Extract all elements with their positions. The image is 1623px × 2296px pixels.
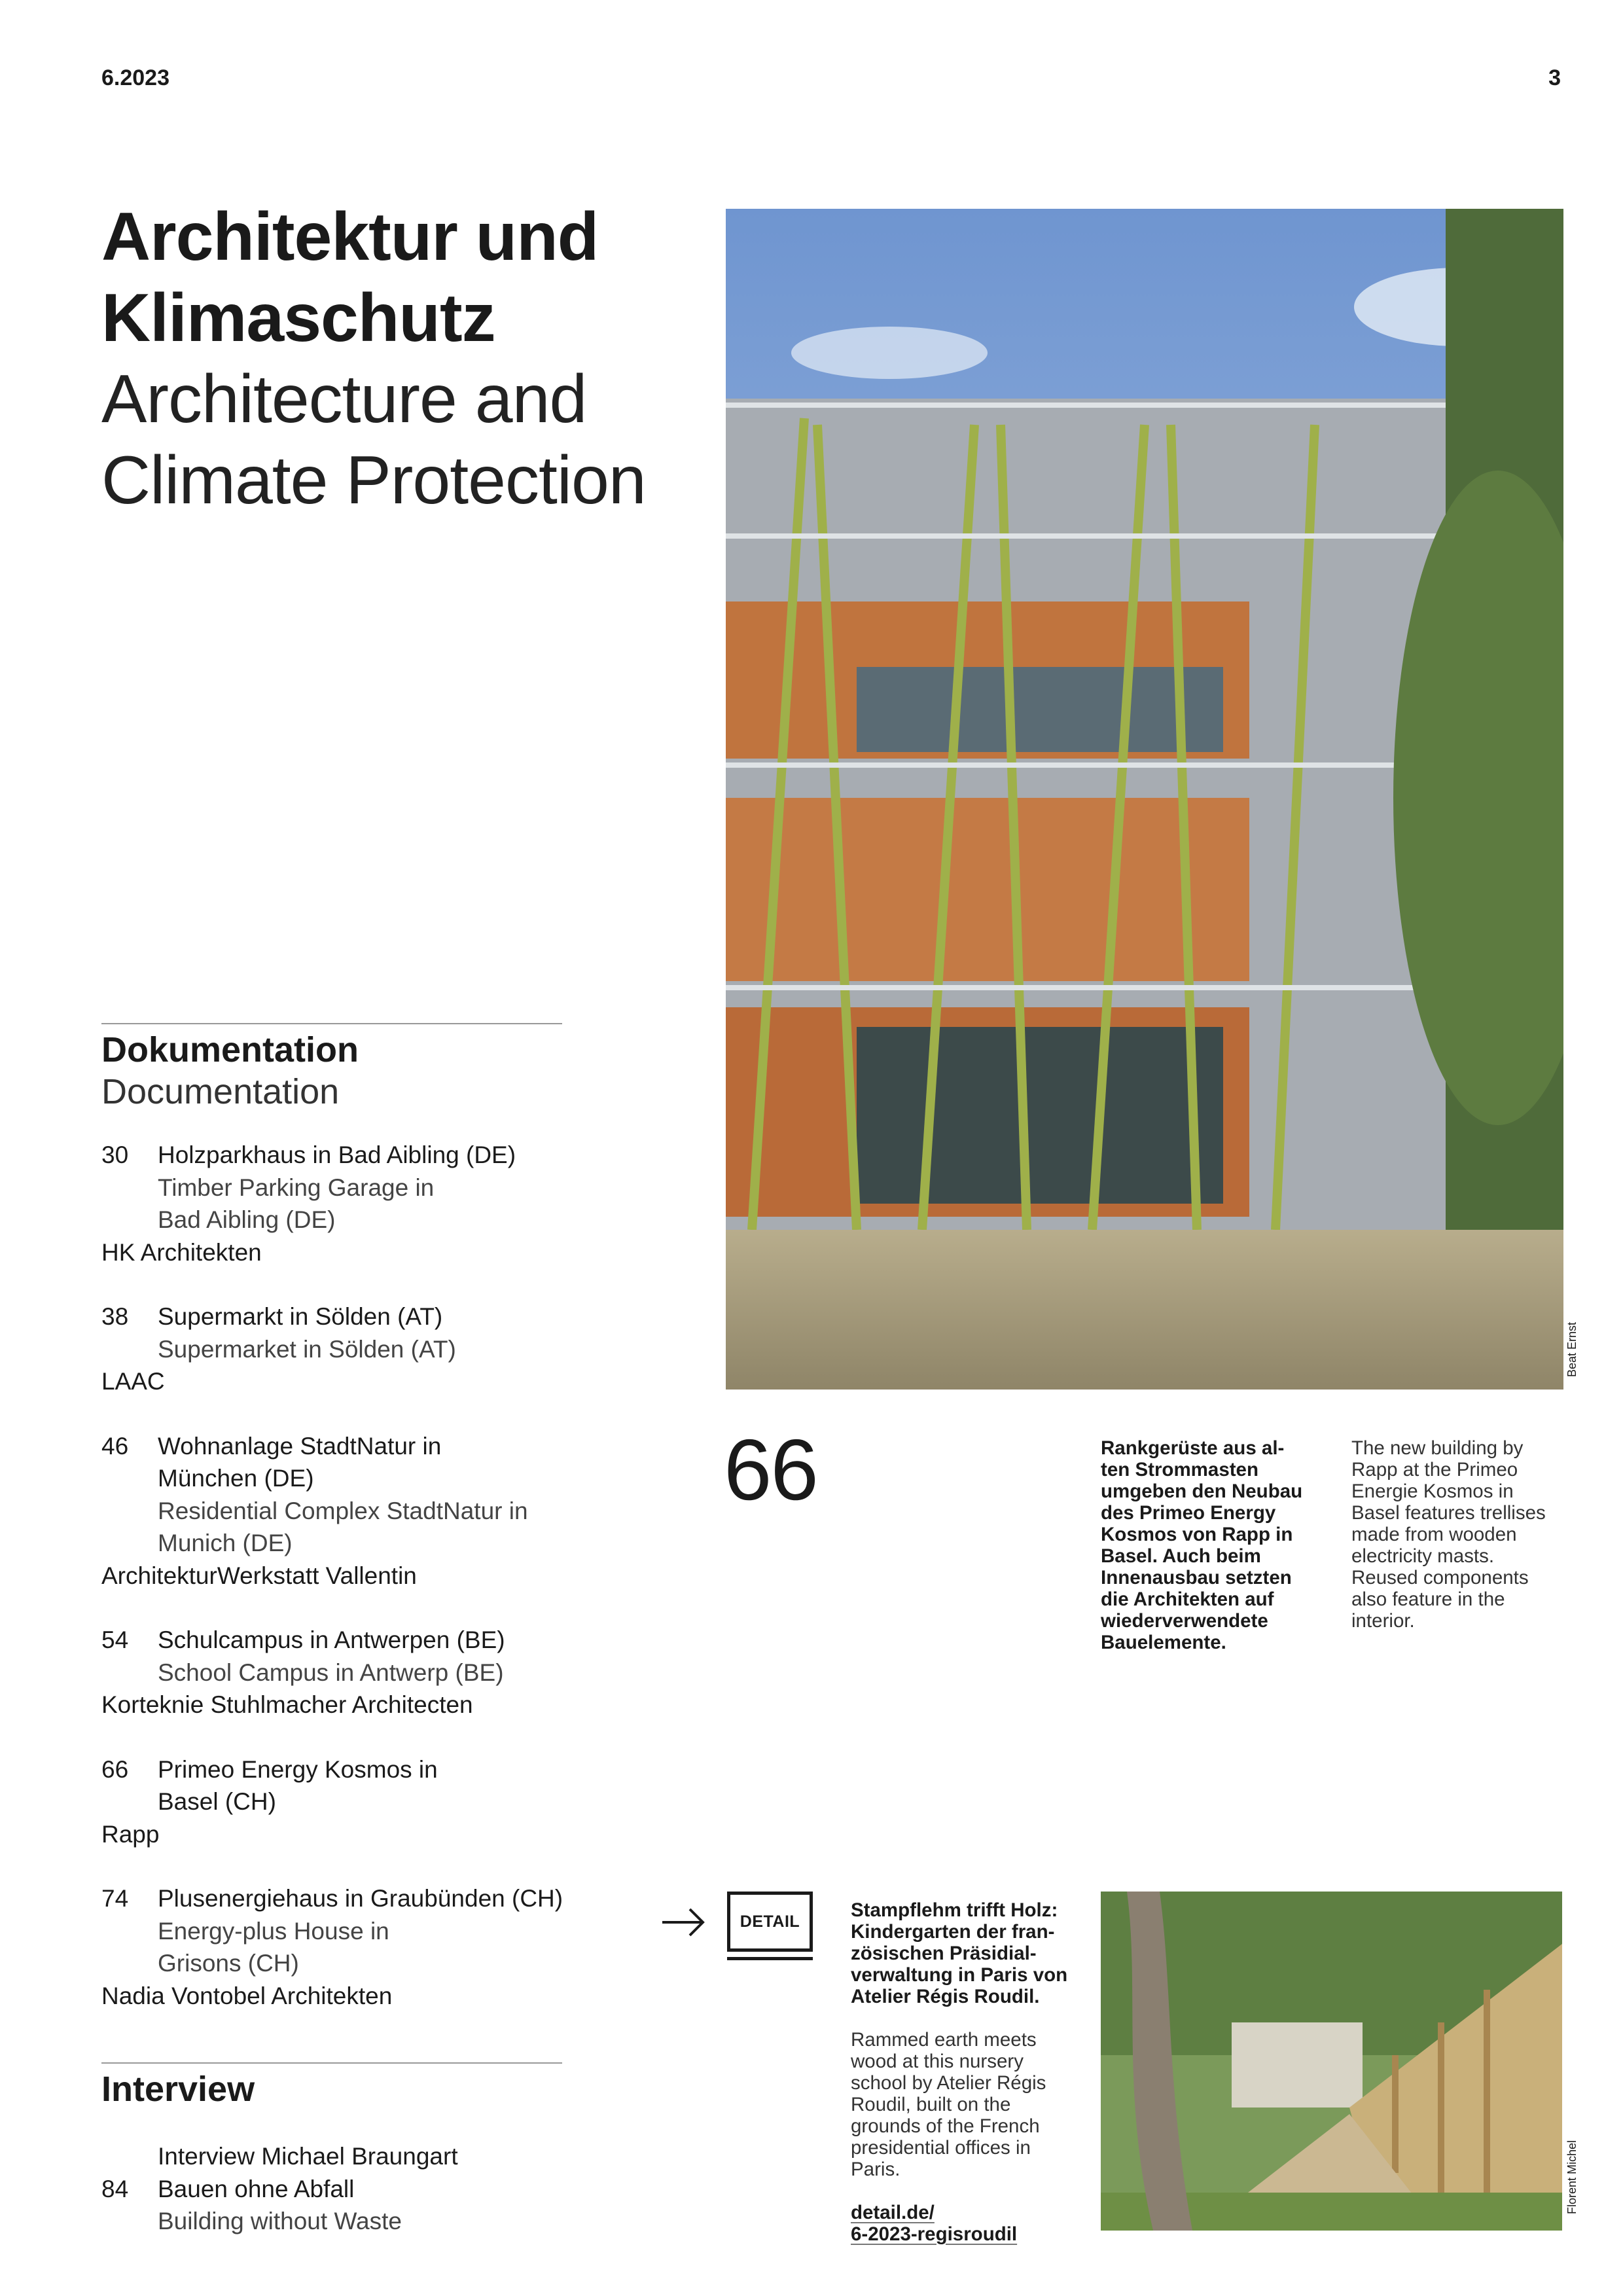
- toc-item[interactable]: [101, 1882, 599, 2012]
- architect-name: Korteknie Stuhlmacher Architecten: [101, 1691, 473, 1718]
- link-line-1[interactable]: detail.de/: [851, 2202, 935, 2223]
- page-number: 38: [101, 1303, 129, 1330]
- page-number: 46: [101, 1432, 129, 1460]
- title-en-1: Architecture and: [101, 361, 587, 437]
- project-title-de: Basel (CH): [158, 1788, 276, 1815]
- caption-line: Reused components: [1351, 1567, 1529, 1588]
- detail-title-line: Stampflehm trifft Holz:: [851, 1899, 1058, 1921]
- caption-line: Rankgerüste aus al-: [1101, 1437, 1285, 1459]
- kindergarten-photo: [1101, 1892, 1562, 2231]
- detail-teaser: [851, 1899, 1086, 2245]
- caption-line: des Primeo Energy: [1101, 1502, 1276, 1524]
- caption-de: [1101, 1437, 1323, 1653]
- detail-link[interactable]: [851, 2202, 1086, 2245]
- divider: [101, 1023, 562, 1024]
- title-de-2: Klimaschutz: [101, 280, 495, 356]
- toc-row-de: [101, 1785, 599, 1818]
- project-title-de: Wohnanlage StadtNatur in: [158, 1432, 442, 1460]
- architect-name: LAAC: [101, 1368, 165, 1395]
- caption-line: Kosmos von Rapp in: [1101, 1524, 1293, 1545]
- page-number: 74: [101, 1885, 129, 1912]
- caption-line: electricity masts.: [1351, 1545, 1495, 1567]
- project-title-de: Holzparkhaus in Bad Aibling (DE): [158, 1141, 516, 1168]
- architect-name: HK Architekten: [101, 1238, 262, 1266]
- documentation-heading: [101, 1029, 359, 1113]
- toc-row-de: [101, 1430, 599, 1463]
- project-title-de: Schulcampus in Antwerpen (BE): [158, 1626, 505, 1653]
- feature-page-number: 66: [724, 1422, 817, 1518]
- project-title-de: Primeo Energy Kosmos in: [158, 1755, 438, 1783]
- project-title-en: Grisons (CH): [158, 1950, 299, 1977]
- toc-row-de: [101, 1882, 599, 1915]
- photo-credit: Florent Michel: [1565, 2140, 1578, 2215]
- detail-title-line: verwaltung in Paris von: [851, 1964, 1068, 1986]
- project-title-en: Supermarket in Sölden (AT): [158, 1335, 456, 1363]
- title-de-1: Architektur und: [101, 199, 599, 275]
- architect-name: ArchitekturWerkstatt Vallentin: [101, 1562, 417, 1589]
- toc-row-de: [101, 1139, 599, 1172]
- toc-item[interactable]: [101, 1430, 599, 1592]
- page-number: 30: [101, 1141, 129, 1168]
- detail-text-line: presidential offices in: [851, 2137, 1031, 2159]
- page-number: [101, 1785, 158, 1818]
- project-title-de: Plusenergiehaus in Graubünden (CH): [158, 1885, 563, 1912]
- title-en-2: Climate Protection: [101, 442, 646, 518]
- interview-heading: [101, 2068, 255, 2110]
- link-line-2[interactable]: 6-2023-regisroudil: [851, 2223, 1018, 2245]
- caption-line: interior.: [1351, 1610, 1415, 1632]
- interview-de: Bauen ohne Abfall: [158, 2175, 355, 2202]
- detail-text-line: Rammed earth meets: [851, 2029, 1037, 2051]
- caption-line: wiederverwendete: [1101, 1610, 1268, 1632]
- project-title-en: Residential Complex StadtNatur in: [158, 1497, 528, 1524]
- caption-en: [1351, 1437, 1574, 1632]
- project-title-en: Bad Aibling (DE): [158, 1206, 336, 1233]
- toc-row-de: [101, 1753, 599, 1786]
- interview-en: Building without Waste: [158, 2208, 402, 2234]
- interview-entry[interactable]: [101, 2140, 599, 2238]
- detail-text-en: [851, 2029, 1086, 2180]
- page-title: [101, 196, 646, 521]
- caption-line: Innenausbau setzten: [1101, 1567, 1292, 1588]
- divider: [101, 2062, 562, 2064]
- issue-number: 6.2023: [101, 65, 169, 90]
- project-title-en: School Campus in Antwerp (BE): [158, 1659, 504, 1686]
- detail-title-line: zösischen Präsidial-: [851, 1943, 1037, 1964]
- detail-title-de: [851, 1899, 1086, 2007]
- page-number: 54: [101, 1626, 129, 1653]
- photo-credit: Beat Ernst: [1565, 1322, 1578, 1378]
- caption-line: also feature in the: [1351, 1588, 1505, 1610]
- caption-line: Energie Kosmos in: [1351, 1480, 1514, 1502]
- caption-line: Basel. Auch beim: [1101, 1545, 1261, 1567]
- building-photo: [726, 209, 1563, 1390]
- page-number: [101, 1462, 158, 1495]
- caption-line: Basel features trellises: [1351, 1502, 1546, 1524]
- heading-de: Interview: [101, 2070, 255, 2109]
- toc-item[interactable]: [101, 1624, 599, 1721]
- detail-title-line: Kindergarten der fran-: [851, 1921, 1055, 1943]
- detail-text-line: grounds of the French: [851, 2115, 1040, 2137]
- architect-name: Nadia Vontobel Architekten: [101, 1982, 393, 2009]
- toc-row-de: [101, 1624, 599, 1657]
- architect-name: Rapp: [101, 1820, 160, 1848]
- page-number: 3: [1548, 65, 1561, 90]
- caption-line: made from wooden: [1351, 1524, 1517, 1545]
- toc-item[interactable]: [101, 1139, 599, 1268]
- project-title-en: Timber Parking Garage in: [158, 1174, 435, 1201]
- detail-logo: DETAIL: [727, 1892, 813, 1952]
- arrow-right-icon: [661, 1906, 707, 1942]
- caption-line: The new building by: [1351, 1437, 1524, 1459]
- detail-logo-underline: [727, 1957, 813, 1960]
- interview-title: Interview Michael Braungart: [158, 2143, 458, 2170]
- project-title-en: Munich (DE): [158, 1530, 293, 1556]
- project-title-de: München (DE): [158, 1465, 314, 1492]
- heading-en: Documentation: [101, 1072, 340, 1111]
- caption-line: Rapp at the Primeo: [1351, 1459, 1518, 1480]
- heading-de: Dokumentation: [101, 1030, 359, 1069]
- caption-line: Bauelemente.: [1101, 1632, 1226, 1653]
- caption-line: ten Strommasten: [1101, 1459, 1258, 1480]
- caption-line: die Architekten auf: [1101, 1588, 1274, 1610]
- toc-row-de: [101, 1462, 599, 1495]
- caption-line: umgeben den Neubau: [1101, 1480, 1303, 1502]
- toc-item[interactable]: [101, 1300, 599, 1398]
- toc-item[interactable]: [101, 1753, 599, 1851]
- page-number: 66: [101, 1755, 129, 1783]
- detail-title-line: Atelier Régis Roudil.: [851, 1986, 1040, 2007]
- detail-text-line: school by Atelier Régis: [851, 2072, 1046, 2094]
- project-title-de: Supermarkt in Sölden (AT): [158, 1303, 443, 1330]
- page-number: 84: [101, 2175, 129, 2202]
- detail-text-line: Paris.: [851, 2159, 901, 2180]
- detail-text-line: wood at this nursery: [851, 2051, 1024, 2072]
- toc-list: [101, 1139, 599, 2044]
- toc-row-de: [101, 1300, 599, 1333]
- project-title-en: Energy-plus House in: [158, 1917, 389, 1945]
- detail-text-line: Roudil, built on the: [851, 2094, 1011, 2115]
